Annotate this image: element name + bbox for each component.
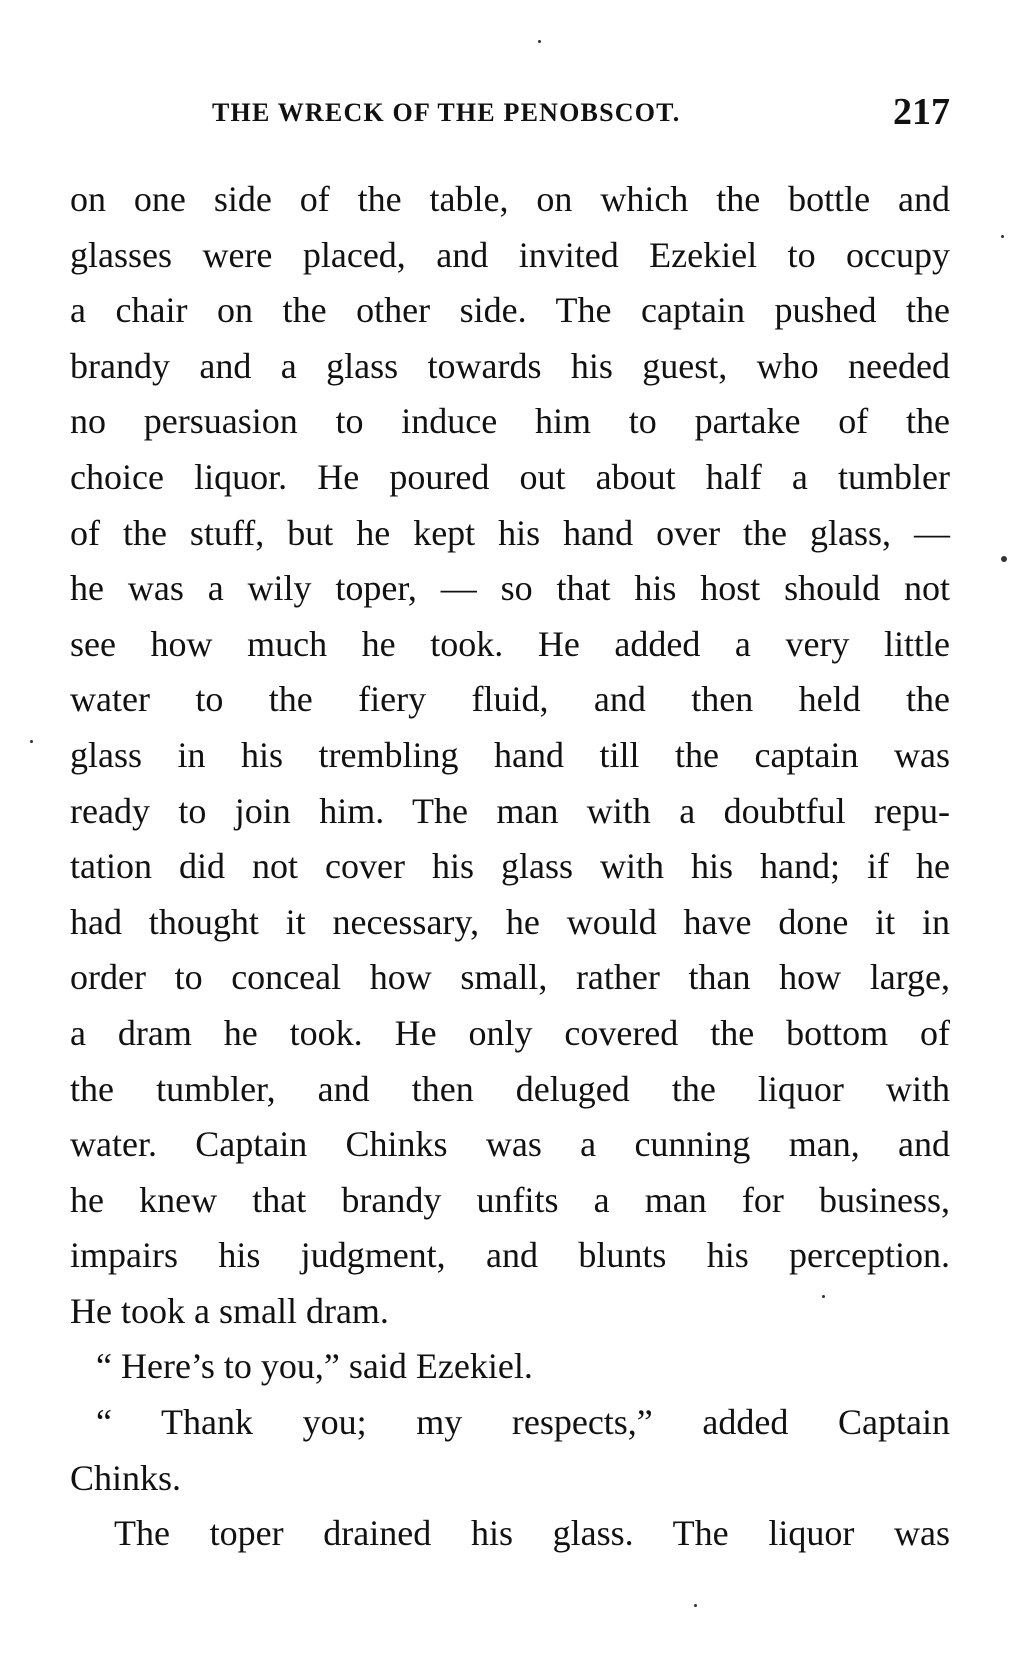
text-line: had thought it necessary, he would have done it in bbox=[70, 901, 950, 942]
body-text bbox=[70, 172, 950, 1562]
text-line: he knew that brandy unfits a man for business, bbox=[70, 1179, 950, 1220]
print-speck bbox=[538, 40, 541, 43]
print-speck bbox=[30, 740, 33, 743]
text-line: glass in his trembling hand till the captain was bbox=[70, 734, 950, 775]
print-speck bbox=[694, 1604, 697, 1607]
text-line: of the stuff, but he kept his hand over the glass, — bbox=[70, 512, 950, 553]
text-line: glasses were placed, and invited Ezekiel to occupy bbox=[70, 234, 950, 275]
text-line: see how much he took. He added a very little bbox=[70, 623, 950, 664]
text-line: ready to join him. The man with a doubtful repu- bbox=[70, 790, 950, 831]
text-line: water. Captain Chinks was a cunning man, and bbox=[70, 1124, 950, 1165]
text-line: a chair on the other side. The captain pushed the bbox=[70, 290, 950, 331]
text-line: He took a small dram. bbox=[70, 1290, 389, 1331]
print-speck bbox=[1001, 235, 1004, 238]
print-speck bbox=[1001, 556, 1007, 562]
text-line: he was a wily toper, — so that his host should not bbox=[70, 568, 950, 609]
text-line: no persuasion to induce him to partake of the bbox=[70, 401, 950, 442]
text-line: Chinks. bbox=[70, 1457, 182, 1498]
text-line: The toper drained his glass. The liquor was bbox=[114, 1513, 950, 1554]
text-line: a dram he took. He only covered the bottom of bbox=[70, 1012, 950, 1053]
text-line: tation did not cover his glass with his hand; if he bbox=[70, 846, 950, 887]
text-line: order to conceal how small, rather than how large, bbox=[70, 957, 950, 998]
text-line: choice liquor. He poured out about half a tumbler bbox=[70, 456, 950, 497]
text-line: impairs his judgment, and blunts his perception. bbox=[70, 1235, 950, 1276]
text-line: “ Thank you; my respects,” added Captain bbox=[96, 1402, 950, 1443]
print-speck bbox=[822, 1295, 825, 1298]
text-line: “ Here’s to you,” said Ezekiel. bbox=[96, 1346, 533, 1387]
running-head bbox=[70, 88, 950, 136]
running-title: THE WRECK OF THE PENOBSCOT. bbox=[212, 98, 681, 127]
text-line: on one side of the table, on which the bottle and bbox=[70, 179, 950, 219]
text-line: the tumbler, and then deluged the liquor with bbox=[70, 1068, 950, 1109]
text-line: water to the fiery fluid, and then held the bbox=[70, 679, 950, 720]
page-number: 217 bbox=[893, 91, 950, 133]
text-line: brandy and a glass towards his guest, who needed bbox=[70, 345, 950, 386]
